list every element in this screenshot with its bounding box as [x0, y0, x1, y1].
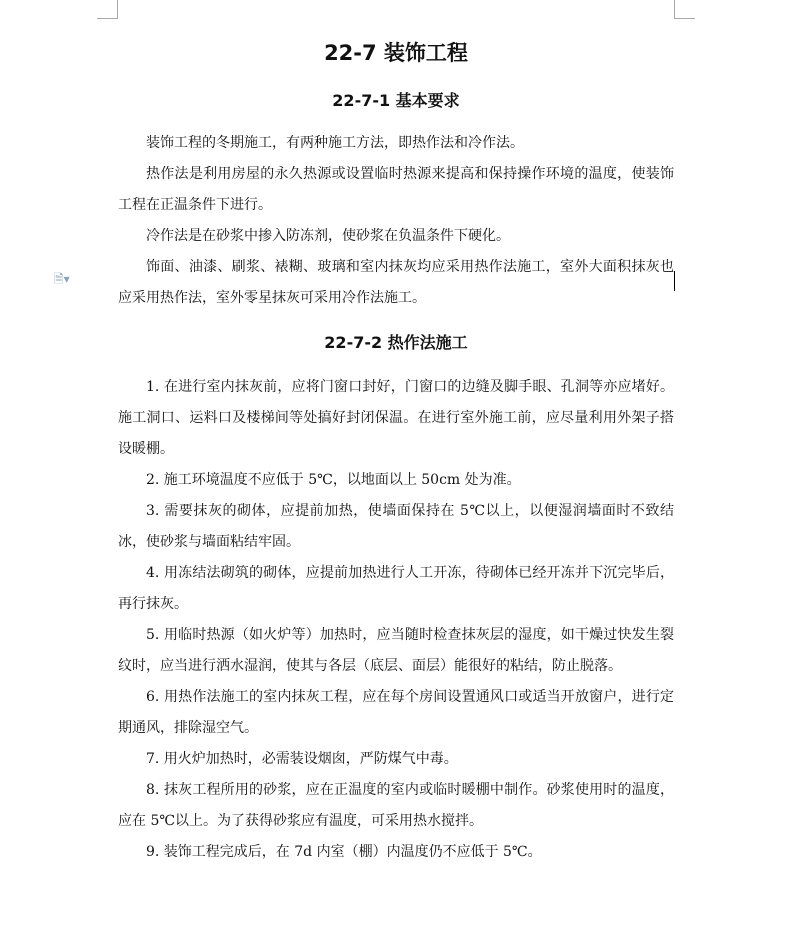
section-heading-basic-requirements: 22-7-1 基本要求: [332, 91, 460, 110]
page-title: 22-7 装饰工程: [324, 41, 468, 65]
paragraph: 饰面、油漆、刷浆、裱糊、玻璃和室内抹灰均应采用热作法施工，室外大面积抹灰也应采用热作法，室外零星抹灰可采用冷作法施工。: [118, 259, 674, 306]
page-corner-mark-top-right: [674, 0, 695, 19]
paragraph: 冷作法是在砂浆中掺入防冻剂，使砂浆在负温条件下硬化。: [146, 228, 510, 244]
page-corner-mark-top-left: [97, 0, 118, 19]
list-item: 6. 用热作法施工的室内抹灰工程，应在每个房间设置通风口或适当开放窗户，进行定期通风，排除湿空气。: [118, 689, 674, 736]
paragraph: 热作法是利用房屋的永久热源或设置临时热源来提高和保持操作环境的温度，使装饰工程在正温条件下进行。: [118, 166, 674, 213]
text-cursor: [674, 271, 675, 291]
list-item: 5. 用临时热源（如火炉等）加热时，应当随时检查抹灰层的湿度，如干燥过快发生裂纹时，应当进行洒水湿润，使其与各层（底层、面层）能很好的粘结，防止脱落。: [118, 627, 674, 674]
list-item: 9. 装饰工程完成后，在 7d 内室（棚）内温度仍不应低于 5℃。: [146, 844, 542, 860]
document-page: [118, 36, 674, 868]
list-item: 4. 用冻结法砌筑的砌体，应提前加热进行人工开冻，待砌体已经开冻并下沉完毕后，再行抹灰。: [118, 565, 674, 612]
list-item: 1. 在进行室内抹灰前，应将门窗口封好，门窗口的边缝及脚手眼、孔洞等亦应堵好。施工洞口、运料口及楼梯间等处搞好封闭保温。在进行室外施工前，应尽量利用外架子搭设暖棚。: [118, 379, 674, 457]
section-heading-hot-method: 22-7-2 热作法施工: [324, 333, 468, 352]
list-item: 8. 抹灰工程所用的砂浆，应在正温度的室内或临时暖棚中制作。砂浆使用时的温度，应在 5℃以上。为了获得砂浆应有温度，可采用热水搅拌。: [118, 782, 674, 829]
list-item: 2. 施工环境温度不应低于 5℃，以地面以上 50cm 处为准。: [146, 472, 521, 488]
list-item: 3. 需要抹灰的砌体，应提前加热，使墙面保持在 5℃以上，以便湿润墙面时不致结冰，使砂浆与墙面粘结牢固。: [118, 503, 674, 550]
document-icon[interactable]: 🗎▾: [54, 272, 70, 286]
paragraph: 装饰工程的冬期施工，有两种施工方法，即热作法和冷作法。: [146, 135, 524, 151]
list-item: 7. 用火炉加热时，必需装设烟囱，严防煤气中毒。: [146, 751, 458, 767]
